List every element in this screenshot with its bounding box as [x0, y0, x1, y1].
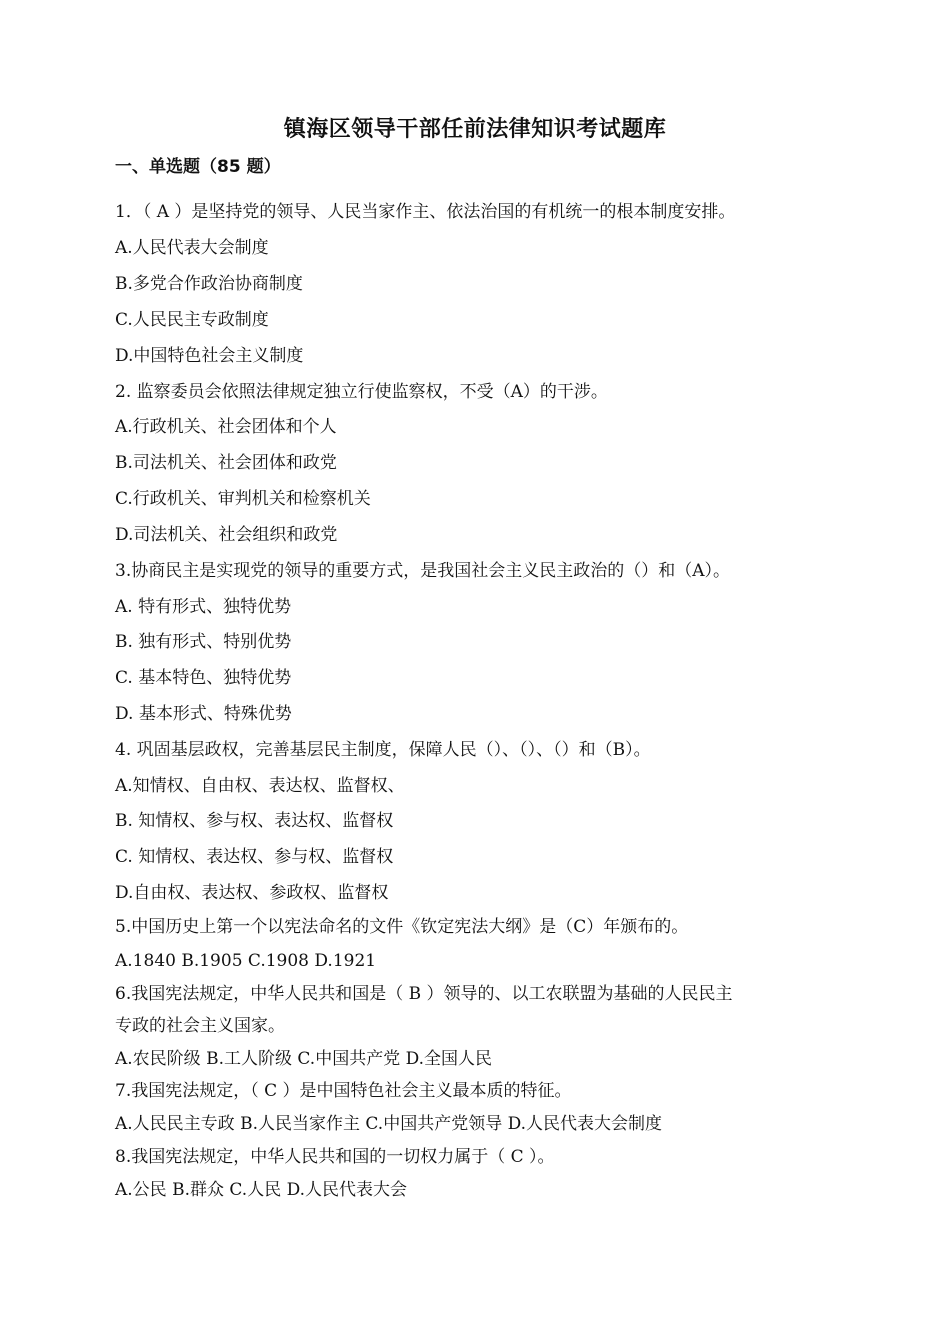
- question-line: 7.我国宪法规定，（ C ）是中国特色社会主义最本质的特征。: [115, 1081, 572, 1101]
- option-line: B.司法机关、社会团体和政党: [115, 453, 337, 473]
- question-line: 5.中国历史上第一个以宪法命名的文件《钦定宪法大纲》是（C）年颁布的。: [115, 917, 689, 937]
- option-line: B. 独有形式、特别优势: [115, 632, 292, 652]
- section-heading: 一、单选题（85 题）: [115, 157, 281, 177]
- option-line: D.司法机关、社会组织和政党: [115, 525, 338, 545]
- question-line: 3.协商民主是实现党的领导的重要方式，是我国社会主义民主政治的（）和（A）。: [115, 561, 730, 581]
- option-line: B. 知情权、参与权、表达权、监督权: [115, 811, 394, 831]
- option-line: A.公民 B.群众 C.人民 D.人民代表大会: [115, 1180, 408, 1200]
- option-line: A.知情权、自由权、表达权、监督权、: [115, 776, 405, 796]
- option-line: A. 特有形式、独特优势: [115, 597, 292, 617]
- option-line: A.人民代表大会制度: [115, 238, 269, 258]
- option-line: D. 基本形式、特殊优势: [115, 704, 292, 724]
- question-line: 1．（ A ）是坚持党的领导、人民当家作主、依法治国的有机统一的根本制度安排。: [115, 202, 736, 222]
- page-title: 镇海区领导干部任前法律知识考试题库: [283, 117, 667, 142]
- option-line: C.行政机关、审判机关和检察机关: [115, 489, 371, 509]
- option-line: A.1840 B.1905 C.1908 D.1921: [115, 951, 377, 971]
- question-line: 6.我国宪法规定，中华人民共和国是（ B ）领导的、以工农联盟为基础的人民民主: [115, 984, 733, 1004]
- option-line: C. 基本特色、独特优势: [115, 668, 292, 688]
- option-line: A.行政机关、社会团体和个人: [115, 417, 337, 437]
- option-line: B.多党合作政治协商制度: [115, 274, 303, 294]
- option-line: C.人民民主专政制度: [115, 310, 269, 330]
- question-line-continued: 专政的社会主义国家。: [115, 1016, 285, 1036]
- option-line: C. 知情权、表达权、参与权、监督权: [115, 847, 394, 867]
- option-line: A.人民民主专政 B.人民当家作主 C.中国共产党领导 D.人民代表大会制度: [115, 1114, 663, 1134]
- question-line: 8.我国宪法规定，中华人民共和国的一切权力属于（ C ）。: [115, 1147, 555, 1167]
- option-line: D.自由权、表达权、参政权、监督权: [115, 883, 389, 903]
- question-line: 2. 监察委员会依照法律规定独立行使监察权，不受（A）的干涉。: [115, 382, 608, 402]
- option-line: A.农民阶级 B.工人阶级 C.中国共产党 D.全国人民: [115, 1049, 493, 1069]
- question-line: 4. 巩固基层政权，完善基层民主制度，保障人民（）、（）、（）和（B）。: [115, 740, 651, 760]
- option-line: D.中国特色社会主义制度: [115, 346, 304, 366]
